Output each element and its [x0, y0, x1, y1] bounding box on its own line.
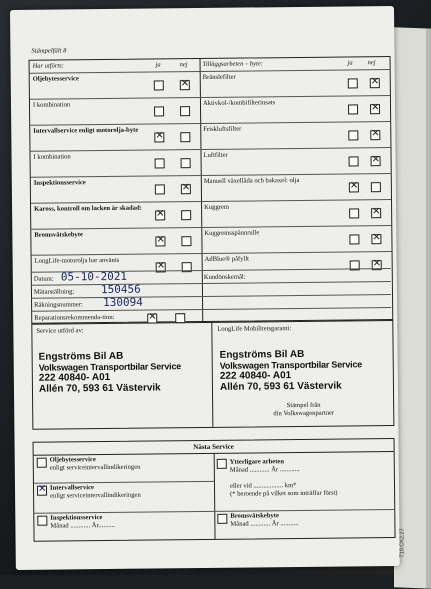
stamp-company: Volkswagen Transportbilar Service: [38, 361, 182, 373]
left-row: [30, 71, 200, 100]
next-oljebyte-checkbox[interactable]: [37, 458, 47, 468]
next-oljebyte-row: [34, 453, 214, 484]
kundonskemal-label: Kundönskemål:: [203, 273, 246, 281]
stamp-address-right: Allén 70, 593 61 Västervik: [219, 380, 342, 393]
right-ja-checkbox[interactable]: [349, 182, 359, 192]
left-row-label: Intervallservice enligt motorolja-byte: [33, 126, 139, 135]
next-service-block: [33, 438, 396, 542]
next-footnote: (* beroende på vilket som inträffar först): [230, 489, 338, 498]
right-row-label: Kuggrem: [204, 203, 230, 211]
next-intervall-sub: enligt serviceintervallindikeringen: [50, 491, 141, 500]
service-book-page: [10, 6, 400, 570]
right-header-label: Tilläggsarbeten – byte:: [202, 60, 263, 68]
next-inspektion-title: Inspektionsservice: [50, 514, 103, 522]
next-service-title: Nästa Service: [34, 439, 394, 456]
right-row: [200, 95, 390, 124]
next-broms-row: [214, 509, 394, 539]
next-intervall-title: Intervallservice: [49, 484, 94, 492]
dealer-stamp-left: [39, 350, 209, 395]
right-row-label: Luftfilter: [203, 151, 228, 159]
stamp-name: Engströms Bil AB: [38, 350, 124, 363]
right-row-label: Kuggremsspännrulle: [204, 229, 260, 237]
left-row: [31, 175, 201, 204]
left-row-label: Bromsvätskebyte: [34, 231, 84, 239]
stamp-note-2: din Volkswagenpartner: [273, 409, 335, 418]
matar-label: Mätarställning:: [33, 288, 75, 296]
next-page-edge: [394, 27, 431, 588]
next-ytterligare-checkbox[interactable]: [217, 459, 227, 469]
right-nej-checkbox[interactable]: [370, 104, 380, 114]
right-ja-checkbox[interactable]: [349, 208, 359, 218]
next-broms-title: Bromsvätskebyte: [230, 512, 279, 520]
dealer-stamp-right: [220, 348, 390, 393]
rakning-label: Räkningsnummer:: [34, 301, 83, 309]
longlife-half: [213, 321, 393, 427]
next-broms-checkbox[interactable]: [217, 514, 227, 524]
right-row-label: Aktivkol-/kombifilterinsats: [202, 99, 276, 107]
stamp-phone: 222 40840- A01: [38, 371, 111, 384]
right-row: [201, 199, 391, 228]
right-nej-checkbox[interactable]: [370, 78, 380, 88]
left-row-label: Inspektionsservice: [33, 179, 86, 187]
right-nej-checkbox[interactable]: [371, 182, 381, 192]
col-ja-label-right: ja: [347, 59, 353, 67]
right-ja-checkbox[interactable]: [348, 130, 358, 140]
left-ja-checkbox[interactable]: [154, 132, 164, 142]
left-ja-checkbox[interactable]: [154, 106, 164, 116]
left-nej-checkbox[interactable]: [180, 80, 190, 90]
left-nej-checkbox[interactable]: [181, 158, 191, 168]
left-nej-checkbox[interactable]: [181, 210, 191, 220]
left-header-label: Har utförts:: [32, 62, 64, 70]
right-row: [200, 147, 390, 176]
stamp-note-1: Stämpel från: [286, 401, 321, 410]
right-row-label: Manuell växellåda och bakaxel: olja: [203, 176, 300, 185]
left-row-label: Kaross, kontroll om lacken är skadad:: [34, 204, 142, 213]
left-row: [31, 201, 201, 230]
left-row-label: LongLife-motorolja har använts: [34, 256, 120, 265]
next-oljebyte-title: Oljebytesservice: [49, 456, 96, 464]
stamp-phone-right: 222 40840- A01: [219, 370, 292, 382]
rakning-value[interactable]: 130094: [103, 295, 143, 310]
right-row: [200, 69, 390, 98]
left-row-label: I kombination: [33, 153, 71, 161]
right-nej-checkbox[interactable]: [371, 156, 381, 166]
right-ja-checkbox[interactable]: [348, 104, 358, 114]
service-form: [28, 44, 388, 530]
left-ja-checkbox[interactable]: [155, 184, 165, 194]
side-code: T10.CK2.27: [399, 528, 406, 558]
service-by-half: [32, 323, 213, 429]
right-row-label: Friskluftsfilter: [203, 125, 242, 133]
datum-label: Datum:: [33, 275, 54, 283]
col-nej-label: nej: [179, 61, 188, 69]
matar-value[interactable]: 150456: [100, 282, 141, 297]
next-eller-vid: eller vid .................. km*: [229, 482, 297, 490]
left-nej-checkbox[interactable]: [181, 184, 191, 194]
next-ytterligare-sub: Månad ............ År ............: [229, 465, 300, 474]
left-ja-checkbox[interactable]: [155, 210, 165, 220]
left-row: [30, 97, 200, 126]
col-nej-label-right: nej: [367, 59, 376, 67]
left-row: [30, 123, 200, 152]
next-ytterligare-row: [214, 451, 395, 512]
stamp-note: [214, 401, 393, 419]
next-ytterligare-title: Ytterligare arbeten: [229, 458, 285, 466]
next-right-column: [214, 451, 395, 539]
next-inspektion-checkbox[interactable]: [37, 516, 47, 526]
right-ja-checkbox[interactable]: [349, 156, 359, 166]
next-oljebyte-sub: enligt serviceintervallindikeringen: [49, 463, 141, 472]
left-ja-checkbox[interactable]: [155, 236, 165, 246]
right-nej-checkbox[interactable]: [371, 208, 381, 218]
stamp-name-right: Engströms Bil AB: [219, 348, 305, 361]
service-by-label: Service utförd av:: [36, 327, 84, 335]
left-row-label: Oljebytesservice: [32, 75, 79, 83]
left-row: [31, 227, 201, 256]
right-nej-checkbox[interactable]: [370, 130, 380, 140]
right-ja-checkbox[interactable]: [349, 234, 359, 244]
left-nej-checkbox[interactable]: [180, 106, 190, 116]
next-inspektion-row: [34, 511, 214, 541]
right-row-label: Bränslefilter: [202, 73, 236, 81]
right-row-label: AdBlue® påfyllt: [204, 255, 250, 263]
left-row: [30, 149, 200, 178]
right-row: [201, 225, 391, 254]
section-title: Stämpelfält 8: [31, 47, 67, 55]
next-inspektion-sub: Månad ............ År..........: [50, 521, 115, 530]
left-nej-checkbox[interactable]: [181, 236, 191, 246]
next-broms-sub: Månad ............ År ...........: [230, 520, 299, 528]
left-ja-checkbox[interactable]: [155, 158, 165, 168]
left-nej-checkbox[interactable]: [180, 132, 190, 142]
next-intervall-row: [34, 481, 214, 514]
left-row-label: I kombination: [32, 101, 71, 109]
right-row: [201, 173, 391, 202]
next-left-column: [34, 453, 216, 541]
stamp-company-right: Volkswagen Transportbilar Service: [219, 359, 363, 371]
datum-value[interactable]: 05-10-2021: [60, 269, 128, 284]
longlife-label: LongLife Mobilitetsgaranti:: [217, 325, 292, 333]
col-ja-label: ja: [155, 61, 161, 69]
left-ja-checkbox[interactable]: [154, 80, 164, 90]
next-intervall-checkbox[interactable]: [37, 486, 47, 496]
right-nej-checkbox[interactable]: [371, 234, 381, 244]
right-row: [200, 121, 390, 150]
right-ja-checkbox[interactable]: [348, 78, 358, 88]
stamp-address: Allén 70, 593 61 Västervik: [38, 382, 161, 395]
reparation-label: Reparationsrekommenda-tion:: [34, 313, 115, 322]
service-stamp-block: [31, 320, 394, 430]
